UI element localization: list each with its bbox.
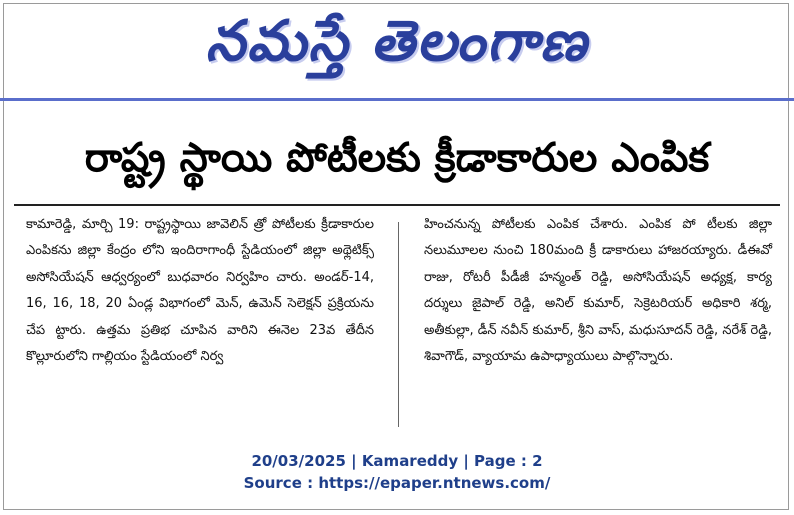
masthead-logo: నమస్తే తెలంగాణ: [205, 9, 589, 74]
footer-date-location: 20/03/2025 | Kamareddy | Page : 2: [251, 452, 543, 470]
footer-source-link[interactable]: Source : https://epaper.ntnews.com/: [243, 474, 551, 492]
masthead: [0, 0, 794, 86]
header-divider: [0, 98, 794, 101]
column-divider: [398, 222, 399, 427]
article-headline-block: [0, 110, 794, 206]
article-headline: రాష్ట్ర స్థాయి పోటీలకు క్రీడాకారుల ఎంపిక: [84, 135, 710, 181]
headline-divider: [14, 204, 780, 206]
article-column-right: హించనున్న పోటీలకు ఎంపిక చేశారు. ఎంపిక పో టీలకు జిల్లా నలుమూలల నుంచి 180మంది క్రీ డాకారులు హాజరయ్యారు. డీఈవో రాజు, రోటరీ పీడీజీ హన్మంత్ రెడ్డి, అసోసియేషన్ అధ్యక్ష, కార్య దర్శులు జైపాల్ రెడ్డి, అనిల్ కుమార్, సెక్రెటరియర్ అధికారి శర్మ, అతీకుల్లా, డీన్ నవీన్ కుమార్, శ్రీని వాస్, మధుసూదన్ రెడ్డి, నరేశ్ రెడ్డి, శివాగౌడ్, వ్యాయామ ఉపాధ్యాయులు పాల్గొన్నారు.: [424, 217, 772, 365]
article-body: [26, 212, 772, 432]
footer: [0, 450, 794, 494]
article-column-left: కామారెడ్డి, మార్చి 19: రాష్ట్రస్థాయి జావెలిన్ త్రో పోటీలకు క్రీడాకారుల ఎంపికను జిల్లా కేంద్రం లోని ఇందిరాగాంధీ స్టేడియంలో జిల్లా అథ్లెటిక్స్ అసోసియేషన్ ఆధ్వర్యంలో బుధవారం నిర్వహిం చారు. అండర్-14, 16, 16, 18, 20 ఏండ్ల విభాగంలో మెన్, ఉమెన్ సెలెక్షన్ ప్రక్రియను చేప ట్టారు. ఉత్తమ ప్రతిభ చూపిన వారిని ఈనెల 23వ తేదీన కొల్లూరులోని గాల్లియం స్టేడియంలో నిర్వ: [26, 217, 374, 365]
